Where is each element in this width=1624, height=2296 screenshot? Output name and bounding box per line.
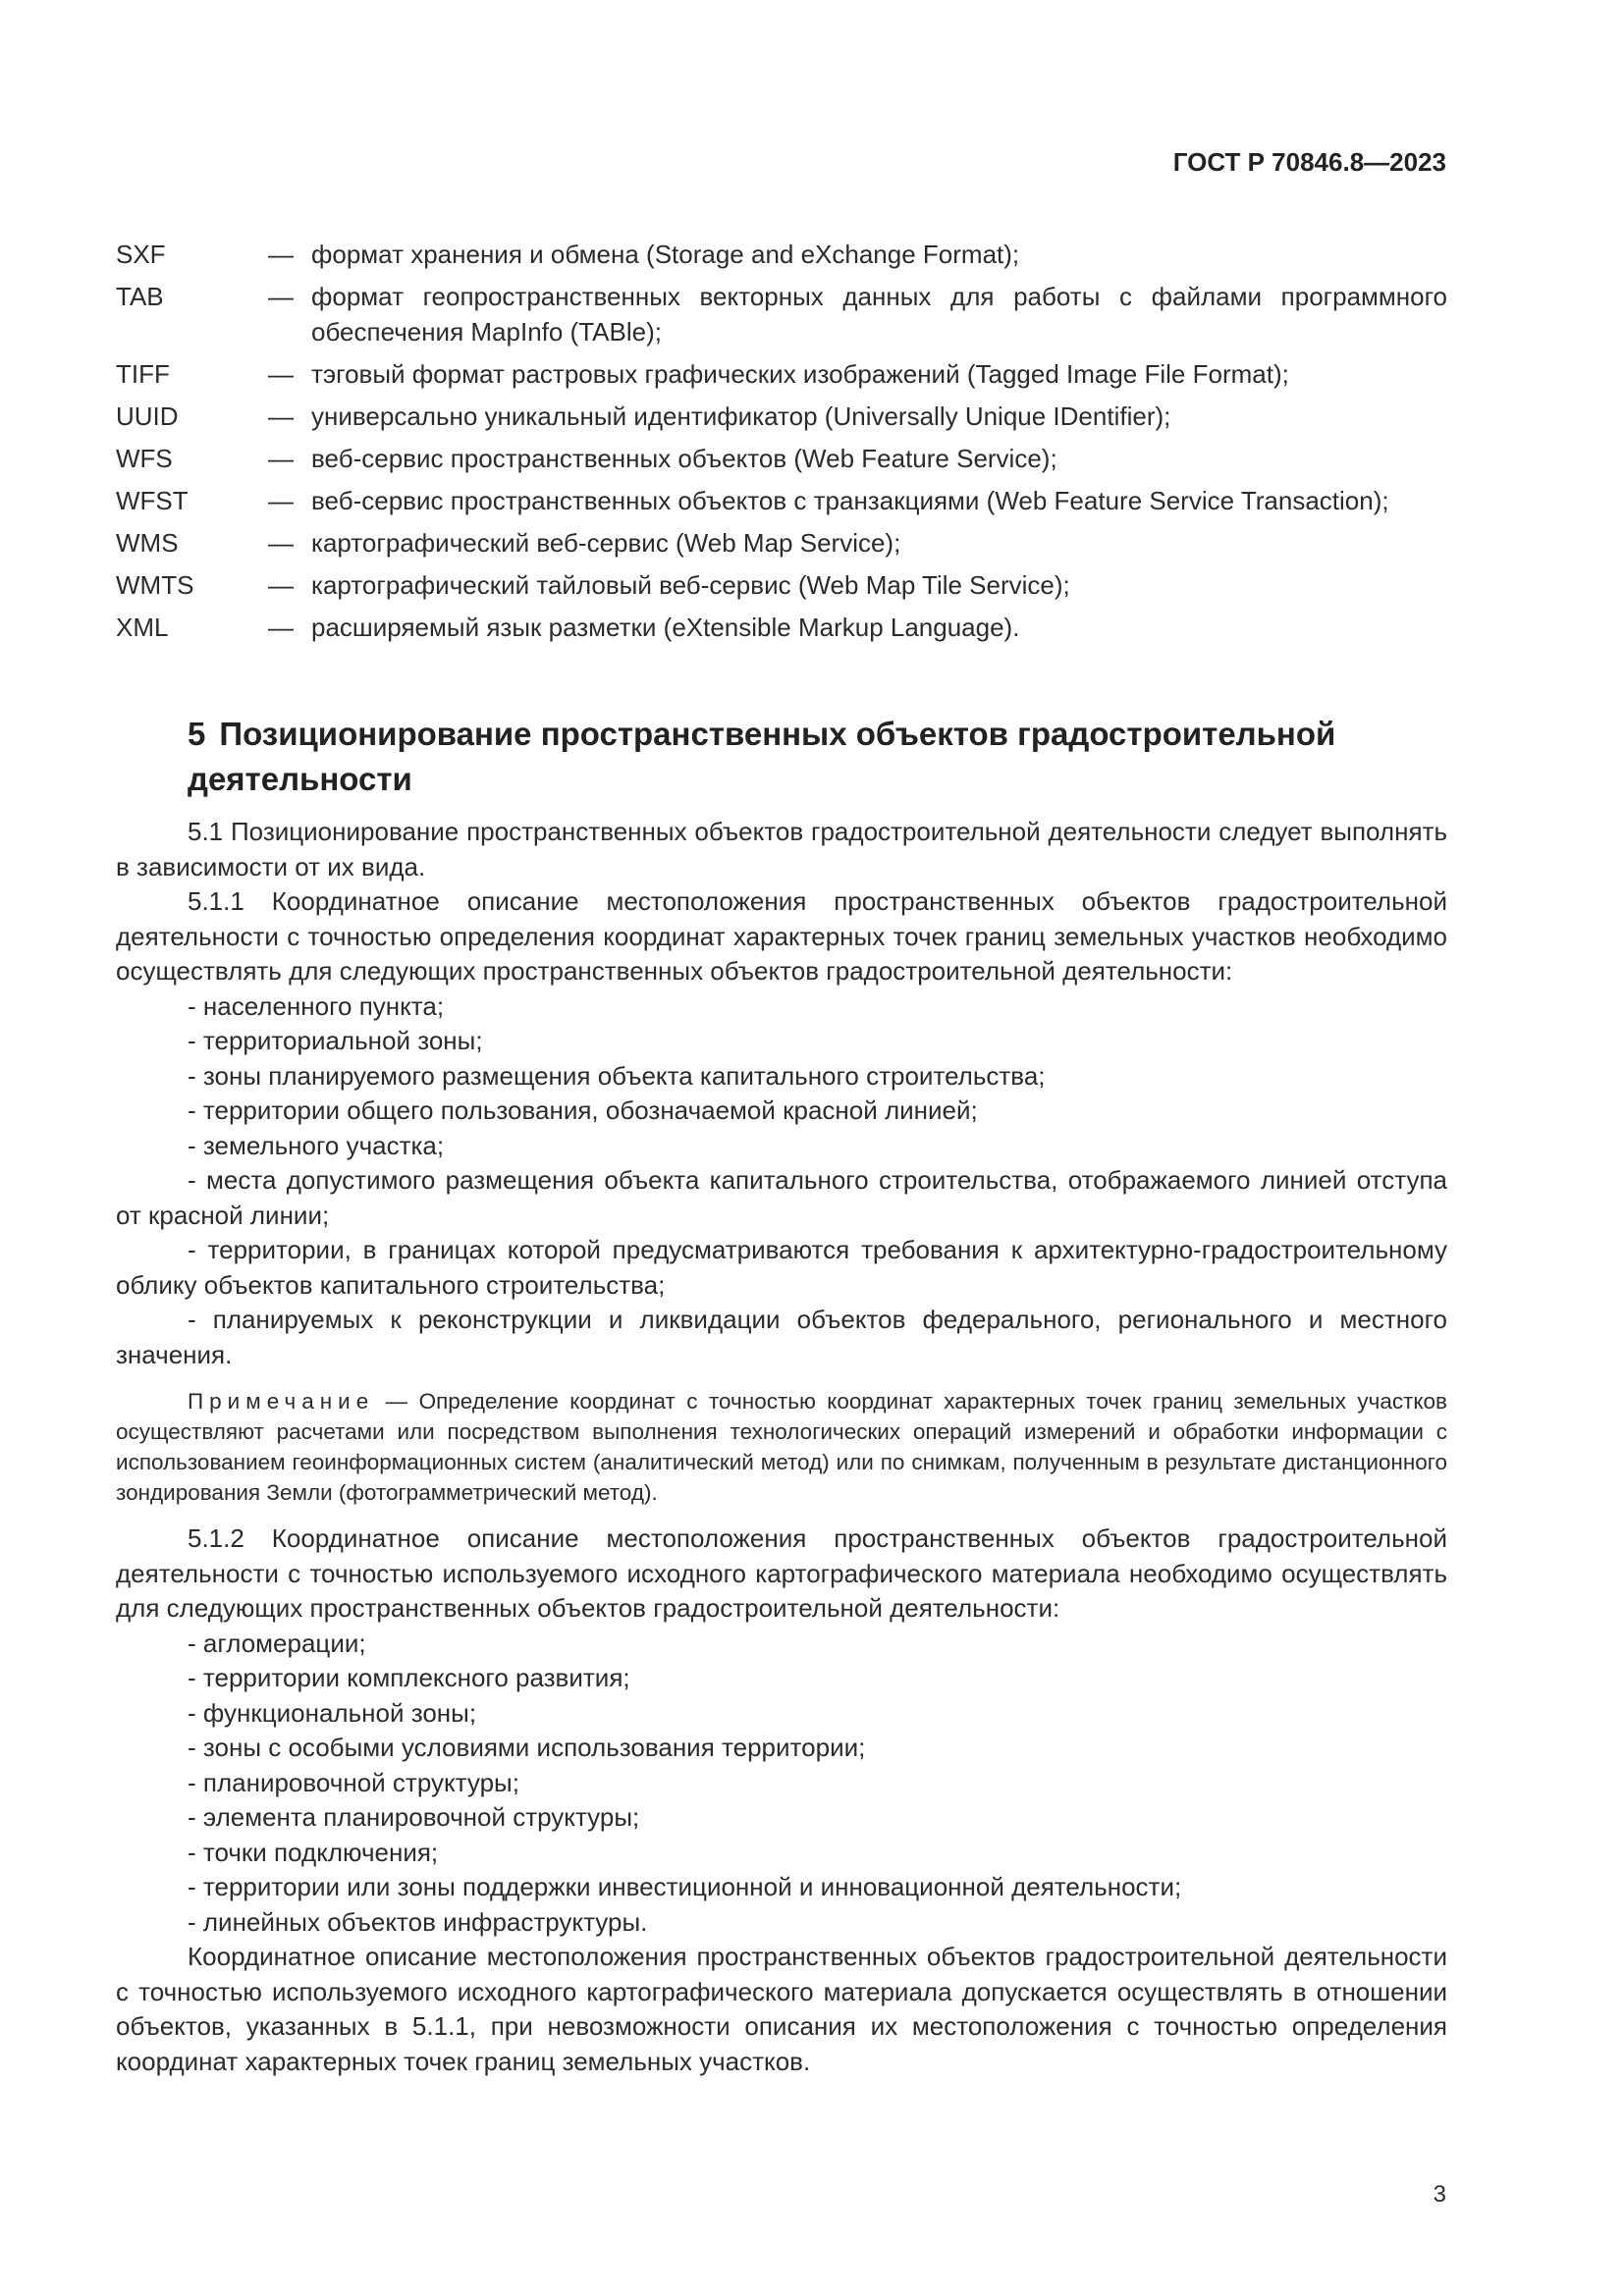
section-heading — [188, 712, 1447, 802]
list-item: - элемента планировочной структуры; — [188, 1802, 640, 1832]
list-item: - планировочной структуры; — [188, 1767, 519, 1797]
note — [116, 1386, 1447, 1508]
abbreviation-row — [116, 399, 1447, 434]
abbreviation-row — [116, 441, 1447, 476]
page-number: 3 — [1433, 2181, 1446, 2208]
document-header: ГОСТ Р 70846.8—2023 — [1172, 147, 1446, 177]
abbreviation-dash: — — [268, 401, 294, 431]
abbreviation-list — [116, 237, 1447, 652]
abbreviation-definition: картографический тайловый веб-сервис (Web Map Tile Service); — [311, 570, 1070, 600]
list-item: - территории общего пользования, обозначаемой красной линией; — [188, 1095, 978, 1125]
abbreviation-row — [116, 567, 1447, 603]
note-label: Примечание — [188, 1389, 375, 1414]
section-number: 5 — [188, 716, 206, 752]
list-item: - территориальной зоны; — [188, 1026, 483, 1055]
abbreviation-definition: формат геопространственных векторных данных для работы с файлами программного обеспечения MapInfo (TABle); — [311, 282, 1447, 347]
list-item: - территории или зоны поддержки инвестиционной и инновационной деятельности; — [188, 1872, 1182, 1901]
section-title: Позиционирование пространственных объектов градостроительной деятельности — [188, 716, 1336, 797]
list-item: - территории, в границах которой предусматриваются требования к архитектурно-градостроительному облику объектов капитального строительства; — [116, 1235, 1447, 1300]
paragraph-5-1-1: 5.1.1 Координатное описание местоположения пространственных объектов градостроительной деятельности с точностью определения координат характерных точек границ земельных участков необходимо осуществлять для следующих пространственных объектов градостроительной деятельности: — [116, 886, 1447, 986]
abbreviation-row — [116, 483, 1447, 518]
abbreviation-row — [116, 356, 1447, 392]
abbreviation-term: WMTS — [116, 570, 194, 600]
abbreviation-dash: — — [268, 240, 294, 269]
list-item: - населенного пункта; — [188, 990, 445, 1021]
list-item: - функциональной зоны; — [188, 1697, 477, 1728]
list-item: - точки подключения; — [188, 1837, 439, 1867]
document-body — [116, 815, 1447, 2079]
abbreviation-dash: — — [268, 444, 294, 473]
list-item: - зоны с особыми условиями использования территории; — [188, 1733, 866, 1762]
abbreviation-term: WMS — [116, 528, 179, 558]
abbreviation-row — [116, 525, 1447, 561]
abbreviation-term: WFS — [116, 444, 173, 473]
paragraph-5-1-2: 5.1.2 Координатное описание местоположения пространственных объектов градостроительной деятельности с точностью используемого исходного картографического материала необходимо осуществлять для следующих пространственных объектов градостроительной деятельности: — [116, 1523, 1447, 1623]
abbreviation-definition: универсально уникальный идентификатор (Universally Unique IDentifier); — [311, 401, 1171, 431]
note-text: — Определение координат с точностью координат характерных точек границ земельных участков осуществляют расчетами или посредством выполнения технологических операций измерений и обработки информации с использованием геоинформационных систем (аналитический метод) или по снимкам, полученным в результате дистанционного зондирования Земли (фотограмметрический метод). — [116, 1389, 1447, 1505]
abbreviation-term: WFST — [116, 486, 189, 515]
list-item: - земельного участка; — [188, 1130, 445, 1160]
list-item: - места допустимого размещения объекта капитального строительства, отображаемого линией отступа от красной линии; — [116, 1165, 1447, 1230]
abbreviation-dash: — — [268, 570, 294, 600]
abbreviation-definition: картографический веб-сервис (Web Map Service); — [311, 528, 901, 558]
paragraph-5-1: 5.1 Позиционирование пространственных объектов градостроительной деятельности следует выполнять в зависимости от их вида. — [116, 817, 1447, 881]
list-item: - агломерации; — [188, 1628, 366, 1658]
abbreviation-term: XML — [116, 613, 169, 642]
list-item: - зоны планируемого размещения объекта капитального строительства; — [188, 1060, 1046, 1091]
abbreviation-row — [116, 279, 1447, 349]
abbreviation-dash: — — [268, 613, 294, 642]
abbreviation-row — [116, 237, 1447, 272]
abbreviation-term: UUID — [116, 401, 179, 431]
abbreviation-dash: — — [268, 359, 294, 389]
abbreviation-definition: формат хранения и обмена (Storage and eXchange Format); — [311, 240, 1020, 269]
abbreviation-definition: расширяемый язык разметки (eXtensible Markup Language). — [311, 613, 1020, 642]
list-item: - планируемых к реконструкции и ликвидации объектов федерального, регионального и местного значения. — [116, 1305, 1447, 1369]
paragraph-final: Координатное описание местоположения пространственных объектов градостроительной деятельности с точностью используемого исходного картографического материала допускается осуществлять в отношении объектов, указанных в 5.1.1, при невозможности описания их местоположения с точностью определения координат характерных точек границ земельных участков. — [116, 1942, 1447, 2076]
abbreviation-definition: веб-сервис пространственных объектов с транзакциями (Web Feature Service Transaction); — [311, 486, 1389, 515]
abbreviation-dash: — — [268, 282, 294, 311]
abbreviation-definition: веб-сервис пространственных объектов (Web Feature Service); — [311, 444, 1057, 473]
abbreviation-definition: тэговый формат растровых графических изображений (Tagged Image File Format); — [311, 359, 1289, 389]
list-item: - линейных объектов инфраструктуры. — [188, 1906, 648, 1937]
abbreviation-row — [116, 610, 1447, 645]
abbreviation-term: TIFF — [116, 359, 170, 389]
list-item: - территории комплексного развития; — [188, 1663, 630, 1692]
abbreviation-term: TAB — [116, 282, 164, 311]
abbreviation-dash: — — [268, 528, 294, 558]
abbreviation-dash: — — [268, 486, 294, 515]
abbreviation-term: SXF — [116, 240, 166, 269]
